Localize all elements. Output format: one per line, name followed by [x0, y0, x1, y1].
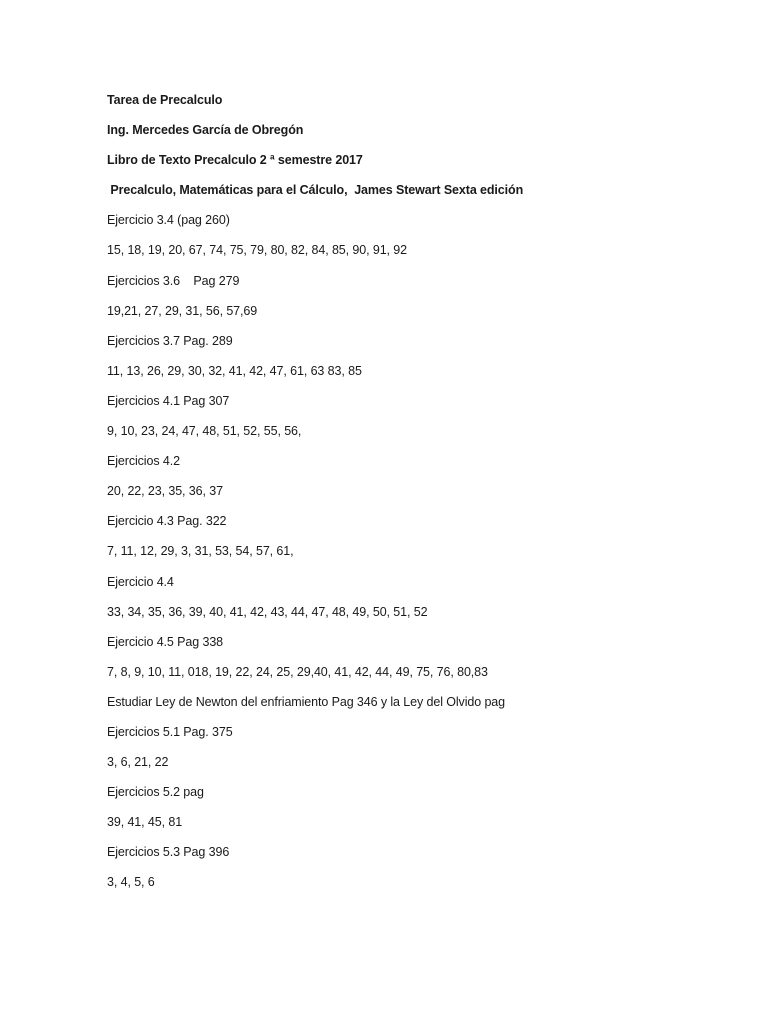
- exercise-heading: Ejercicios 5.3 Pag 396: [107, 845, 230, 860]
- doc-book-title: Precalculo, Matemáticas para el Cálculo, James Stewart Sexta edición: [107, 183, 524, 198]
- exercise-list: 15, 18, 19, 20, 67, 74, 75, 79, 80, 82, 84, 85, 90, 91, 92: [107, 243, 407, 258]
- exercise-list: 3, 6, 21, 22: [107, 755, 169, 770]
- exercise-list: 33, 34, 35, 36, 39, 40, 41, 42, 43, 44, 47, 48, 49, 50, 51, 52: [107, 604, 428, 619]
- doc-title: Tarea de Precalculo: [107, 93, 223, 107]
- doc-textbook-heading: Libro de Texto Precalculo 2 ª semestre 2017: [107, 153, 363, 168]
- exercise-list: 20, 22, 23, 35, 36, 37: [107, 484, 223, 499]
- exercise-list: 19,21, 27, 29, 31, 56, 57,69: [107, 303, 258, 318]
- doc-author: Ing. Mercedes García de Obregón: [107, 123, 304, 138]
- exercise-list: 11, 13, 26, 29, 30, 32, 41, 42, 47, 61, 63 83, 85: [107, 363, 362, 378]
- exercise-list: 9, 10, 23, 24, 47, 48, 51, 52, 55, 56,: [107, 424, 302, 439]
- exercise-heading: Ejercicios 4.1 Pag 307: [107, 393, 230, 408]
- exercise-list: 3, 4, 5, 6: [107, 875, 155, 890]
- exercise-list: 7, 11, 12, 29, 3, 31, 53, 54, 57, 61,: [107, 544, 294, 559]
- exercise-heading: Ejercicio 4.5 Pag 338: [107, 634, 224, 649]
- exercise-heading: Ejercicio 3.4 (pag 260): [107, 213, 230, 228]
- exercise-heading: Ejercicio 4.4: [107, 574, 174, 589]
- exercise-heading: Ejercicios 3.6 Pag 279: [107, 273, 240, 288]
- exercise-heading: Ejercicios 4.2: [107, 454, 180, 469]
- exercise-heading: Ejercicios 5.1 Pag. 375: [107, 724, 233, 739]
- exercise-heading: Ejercicios 3.7 Pag. 289: [107, 333, 233, 348]
- exercise-list: 7, 8, 9, 10, 11, 018, 19, 22, 24, 25, 29,40, 41, 42, 44, 49, 75, 76, 80,83: [107, 664, 488, 679]
- exercise-heading: Ejercicios 5.2 pag: [107, 785, 204, 800]
- exercise-heading: Ejercicio 4.3 Pag. 322: [107, 514, 227, 529]
- exercise-list: 39, 41, 45, 81: [107, 815, 183, 830]
- document-body: [107, 90, 747, 903]
- study-note: Estudiar Ley de Newton del enfriamiento Pag 346 y la Ley del Olvido pag: [107, 694, 506, 709]
